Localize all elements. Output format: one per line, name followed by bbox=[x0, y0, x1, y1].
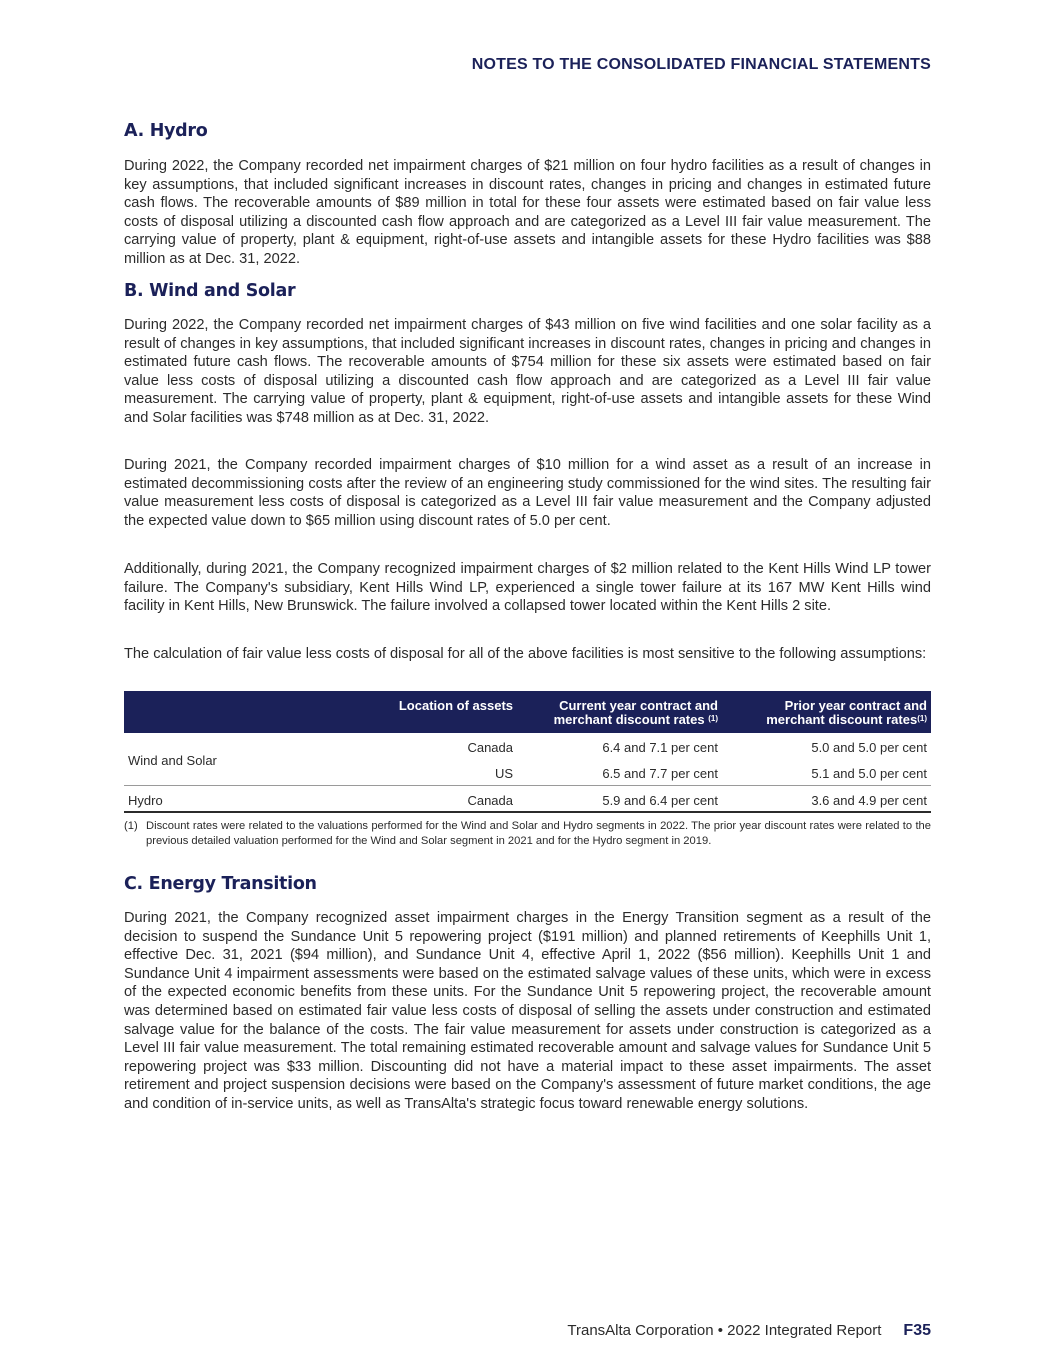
footnote-text: Discount rates were related to the valuations performed for the Wind and Solar and Hydro segments in 2022. The prior year discount rates were related to the previous detailed valuation performed for the Wind and Solar segment in 2021 and for the Hydro segment in 2019. bbox=[146, 820, 931, 847]
hydro-paragraph-1: During 2022, the Company recorded net impairment charges of $21 million on four hydro facilities as a result of changes in key assumptions, that included significant increases in discount rates, changes in pricing and changes in estimated future cash flows. The recoverable amounts of $89 million in total for these four assets were estimated based on fair value less costs of disposal utilizing a discounted cash flow approach and are categorized as a Level III fair value measurement. The carrying value of property, plant & equipment, right-of-use assets and intangible assets for these Hydro facilities was $88 million as at Dec. 31, 2022. bbox=[124, 158, 931, 267]
footnote-number: (1) bbox=[124, 820, 138, 832]
table-cell-prior: 3.6 and 4.9 per cent bbox=[811, 793, 927, 808]
wind-solar-paragraph-2: During 2021, the Company recorded impairment charges of $10 million for a wind asset as a result of an increase in estimated decommissioning costs after the review of an engineering study commissioned for the wind sites. The resulting fair value measurement less costs of disposal is categorized as a Level III fair value measurement and the Company adjusted the expected value down to $65 million using discount rates of 5.0 per cent. bbox=[124, 457, 931, 529]
table-row-hydro bbox=[124, 786, 931, 813]
footer-report-name: TransAlta Corporation • 2022 Integrated Report bbox=[567, 1322, 882, 1339]
header-prior-line2: merchant discount rates bbox=[766, 712, 918, 727]
table-cell-location: US bbox=[494, 766, 513, 781]
table-cell-current: 6.4 and 7.1 per cent bbox=[602, 740, 718, 755]
header-prior-year bbox=[727, 699, 927, 727]
wind-solar-paragraph-4: The calculation of fair value less costs of disposal for all of the above facilities is most sensitive to the following assumptions: bbox=[124, 646, 927, 662]
energy-transition-paragraph-1: During 2021, the Company recognized asset impairment charges in the Energy Transition segment as a result of the decision to suspend the Sundance Unit 5 repowering project ($191 million) and planned retirements of Keephills Unit 1, effective Dec. 31, 2021 ($94 million), and Sundance Unit 4, effective April 1, 2022 ($56 million). Keephills Unit 1 and Sundance Unit 4 impairment assessments were based on the estimated salvage values of these units, which were in excess of the expected economic benefits from these units. For the Sundance Unit 5 repowering project, the recoverable amount was determined based on estimated fair value less costs of disposal of selling the assets under construction and estimated salvage value for the balance of the costs. The fair value measurement for assets under construction is categorized as a Level III fair value measurement. The total remaining estimated recoverable amount and salvage values for Sundance Unit 5 repowering project was $33 million. Discounting did not have a material impact to these asset impairments. The asset retirement and project suspension decisions were based on the Company's assessment of future market conditions, the age and condition of in-service units, as well as TransAlta's strategic focus toward renewable energy solutions. bbox=[124, 910, 931, 1112]
table-cell-segment: Hydro bbox=[128, 793, 163, 808]
header-prior-line1: Prior year contract and bbox=[784, 698, 927, 713]
table-cell-prior: 5.0 and 5.0 per cent bbox=[811, 740, 927, 755]
header-current-line2: merchant discount rates bbox=[553, 712, 709, 727]
table-footnote bbox=[124, 819, 931, 848]
table-cell-current: 6.5 and 7.7 per cent bbox=[602, 766, 718, 781]
section-heading-hydro: A. Hydro bbox=[124, 121, 208, 141]
header-prior-footnote-ref: (1) bbox=[917, 714, 927, 723]
table-cell-prior: 5.1 and 5.0 per cent bbox=[811, 766, 927, 781]
table-cell-segment: Wind and Solar bbox=[128, 753, 217, 768]
table-cell-location: Canada bbox=[467, 740, 513, 755]
section-heading-wind-solar: B. Wind and Solar bbox=[124, 281, 296, 301]
wind-solar-paragraph-1: During 2022, the Company recorded net impairment charges of $43 million on five wind facilities and one solar facility as a result of changes in key assumptions, that included significant increases in discount rates, changes in pricing and changes in estimated future cash flows. The recoverable amounts of $754 million for these six assets were estimated based on fair value less costs of disposal utilizing a discounted cash flow approach and are categorized as a Level III fair value measurement. The carrying value of property, plant & equipment, right-of-use assets and intangible assets for these Wind and Solar facilities was $748 million as at Dec. 31, 2022. bbox=[124, 317, 931, 426]
page-header-title: NOTES TO THE CONSOLIDATED FINANCIAL STATEMENTS bbox=[471, 56, 931, 73]
discount-rates-table bbox=[124, 691, 931, 813]
page-footer bbox=[567, 1322, 931, 1340]
page-number: F35 bbox=[903, 1322, 931, 1339]
header-current-line1: Current year contract and bbox=[559, 698, 718, 713]
header-current-year bbox=[518, 699, 718, 727]
table-cell-current: 5.9 and 6.4 per cent bbox=[602, 793, 718, 808]
table-header-row bbox=[124, 691, 931, 733]
header-current-footnote-ref: (1) bbox=[708, 714, 718, 723]
table-cell-location: Canada bbox=[467, 793, 513, 808]
section-heading-energy-transition: C. Energy Transition bbox=[124, 874, 317, 894]
header-location: Location of assets bbox=[398, 698, 513, 713]
wind-solar-paragraph-3: Additionally, during 2021, the Company recognized impairment charges of $2 million related to the Kent Hills Wind LP tower failure. The Company's subsidiary, Kent Hills Wind LP, experienced a single tower failure at its 167 MW Kent Hills wind facility in Kent Hills, New Brunswick. The failure involved a collapsed tower located within the Kent Hills 2 site. bbox=[124, 561, 931, 615]
table-row-group-wind-solar bbox=[124, 733, 931, 786]
